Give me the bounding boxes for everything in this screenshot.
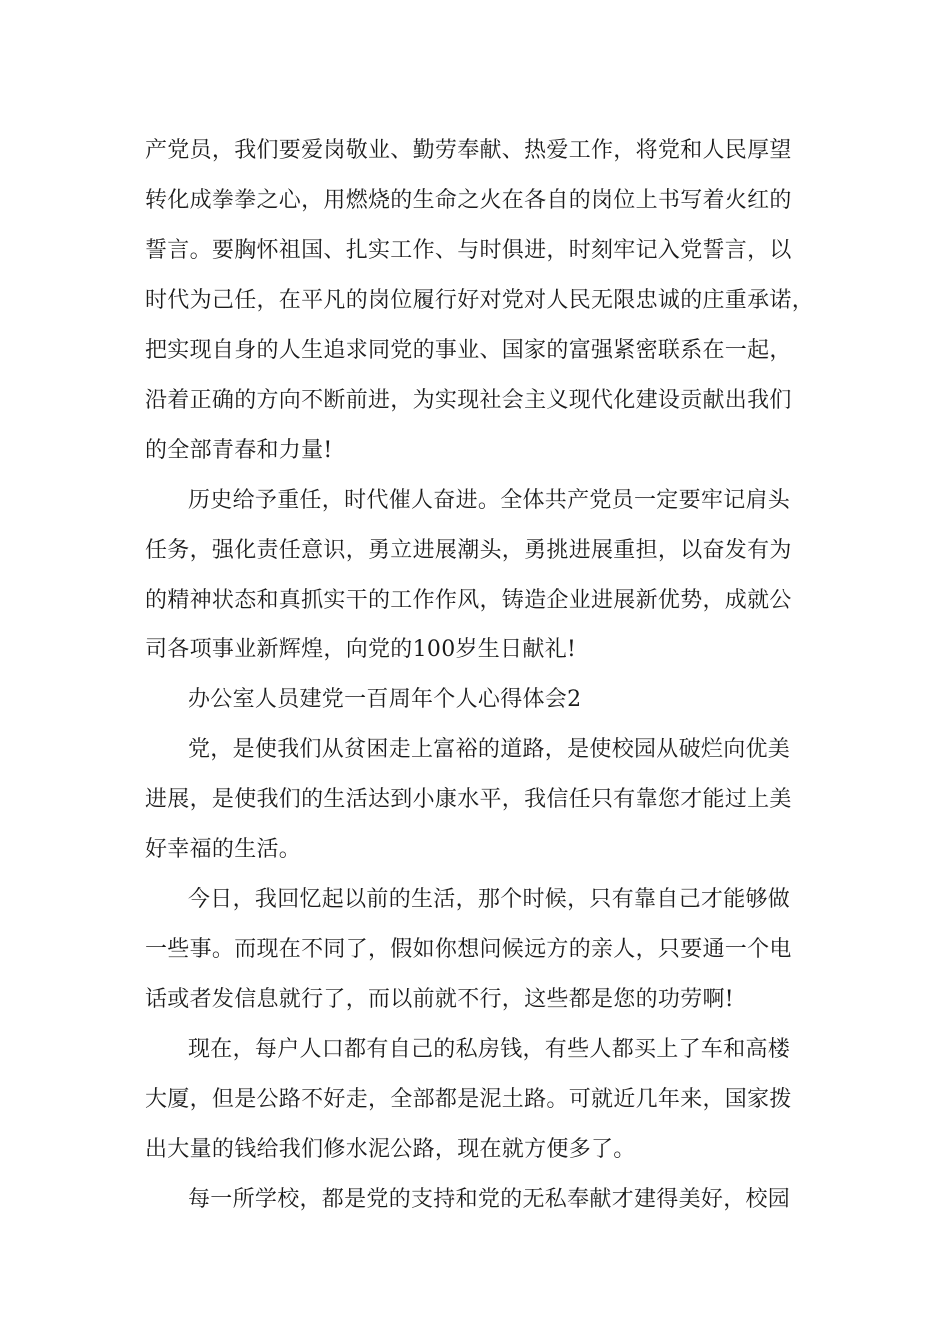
paragraph-first-line: 每一所学校，都是党的支持和党的无私奉献才建得美好，校园 <box>188 1187 791 1212</box>
text-line: 一些事。而现在不同了，假如你想问候远方的亲人，只要通一个电 <box>145 937 792 962</box>
text-line: 转化成拳拳之心，用燃烧的生命之火在各自的岗位上书写着火红的 <box>145 188 792 213</box>
text-line: 好幸福的生活。 <box>145 837 302 862</box>
text-line: 话或者发信息就行了，而以前就不行，这些都是您的功劳啊! <box>145 987 734 1012</box>
text-line: 司各项事业新辉煌，向党的100岁生日献礼! <box>145 637 577 662</box>
text-line: 沿着正确的方向不断前进，为实现社会主义现代化建设贡献出我们 <box>145 388 792 413</box>
text-line: 誓言。要胸怀祖国、扎实工作、与时俱进，时刻牢记入党誓言，以 <box>145 238 792 263</box>
text-line: 的精神状态和真抓实干的工作作风，铸造企业进展新优势，成就公 <box>145 588 792 613</box>
paragraph-first-line: 现在，每户人口都有自己的私房钱，有些人都买上了车和高楼 <box>188 1037 791 1062</box>
text-line: 的全部青春和力量! <box>145 438 333 463</box>
section-heading: 办公室人员建党一百周年个人心得体会2 <box>188 687 582 712</box>
paragraph-first-line: 今日，我回忆起以前的生活，那个时候，只有靠自己才能够做 <box>188 887 791 912</box>
text-line: 时代为己任，在平凡的岗位履行好对党对人民无限忠诚的庄重承诺， <box>145 288 815 313</box>
paragraph-first-line: 历史给予重任，时代催人奋进。全体共产党员一定要牢记肩头 <box>188 488 791 513</box>
text-line: 任务，强化责任意识，勇立进展潮头，勇挑进展重担，以奋发有为 <box>145 538 792 563</box>
text-line: 把实现自身的人生追求同党的事业、国家的富强紧密联系在一起， <box>145 338 792 363</box>
text-line: 进展，是使我们的生活达到小康水平，我信任只有靠您才能过上美 <box>145 787 792 812</box>
text-line: 产党员，我们要爱岗敬业、勤劳奉献、热爱工作，将党和人民厚望 <box>145 138 792 163</box>
paragraph-first-line: 党，是使我们从贫困走上富裕的道路，是使校园从破烂向优美 <box>188 737 791 762</box>
text-line: 出大量的钱给我们修水泥公路，现在就方便多了。 <box>145 1137 636 1162</box>
text-line: 大厦，但是公路不好走，全部都是泥土路。可就近几年来，国家拨 <box>145 1087 792 1112</box>
